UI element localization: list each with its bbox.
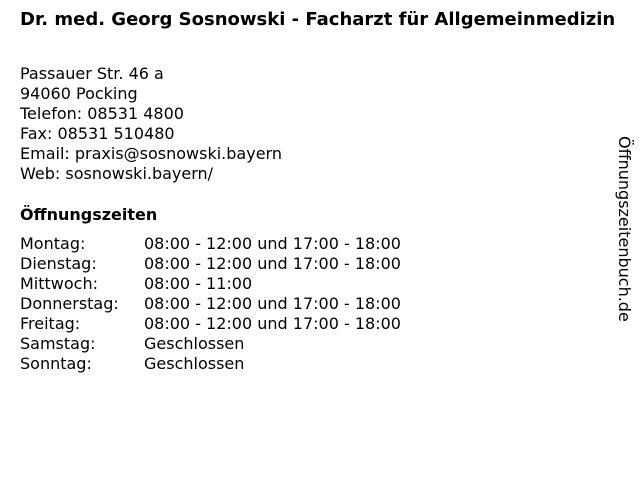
time-value: Geschlossen (144, 334, 245, 353)
practice-title: Dr. med. Georg Sosnowski - Facharzt für Allgemeinmedizin (20, 9, 616, 30)
time-value: 08:00 - 12:00 und 17:00 - 18:00 (144, 234, 401, 253)
day-label: Montag: (20, 234, 86, 253)
email-address: Email: praxis@sosnowski.bayern (20, 144, 282, 163)
opening-hours-table (20, 234, 401, 374)
hours-row-thursday (20, 294, 401, 314)
time-value: 08:00 - 12:00 und 17:00 - 18:00 (144, 294, 401, 313)
day-label: Donnerstag: (20, 294, 119, 313)
time-value: 08:00 - 12:00 und 17:00 - 18:00 (144, 314, 401, 333)
hours-row-saturday (20, 334, 401, 354)
time-value: 08:00 - 12:00 und 17:00 - 18:00 (144, 254, 401, 273)
street-address: Passauer Str. 46 a (20, 64, 164, 83)
day-label: Sonntag: (20, 354, 92, 373)
hours-row-friday (20, 314, 401, 334)
day-label: Samstag: (20, 334, 96, 353)
time-value: Geschlossen (144, 354, 245, 373)
day-label: Dienstag: (20, 254, 97, 273)
day-label: Mittwoch: (20, 274, 98, 293)
hours-row-sunday (20, 354, 401, 374)
day-label: Freitag: (20, 314, 81, 333)
fax-number: Fax: 08531 510480 (20, 124, 175, 143)
hours-row-wednesday (20, 274, 401, 294)
website-address: Web: sosnowski.bayern/ (20, 164, 214, 183)
site-watermark: Öffnungszeitenbuch.de (615, 136, 634, 322)
phone-number: Telefon: 08531 4800 (20, 104, 184, 123)
opening-hours-heading: Öffnungszeiten (20, 205, 158, 224)
city-postal: 94060 Pocking (20, 84, 138, 103)
time-value: 08:00 - 11:00 (144, 274, 253, 293)
hours-row-monday (20, 234, 401, 254)
contact-block (20, 64, 282, 184)
hours-row-tuesday (20, 254, 401, 274)
